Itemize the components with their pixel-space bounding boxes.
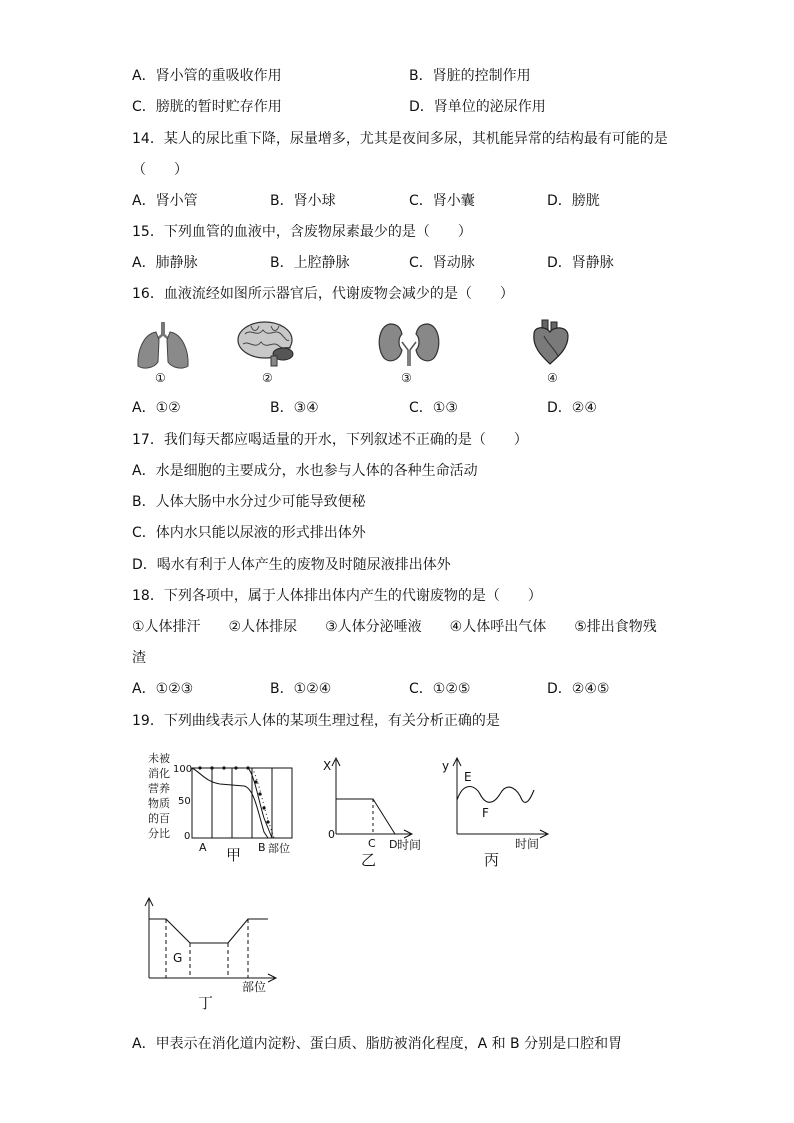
q16-option-a: A．①②	[132, 400, 181, 416]
graph-bing	[430, 752, 554, 870]
bing-xlabel: 时间	[515, 837, 540, 851]
jia-name: 甲	[226, 846, 242, 864]
q13-option-d: D．肾单位的泌尿作用	[409, 99, 546, 115]
q17-option-c: C．体内水只能以尿液的形式排出体外	[132, 525, 366, 541]
jia-ylabel-5: 分比	[148, 827, 170, 840]
yi-origin: 0	[328, 828, 335, 841]
jia-ylabel-3: 物质	[148, 797, 170, 810]
lungs-icon	[134, 320, 192, 372]
graph-jia	[140, 748, 310, 872]
q17-stem: 17．我们每天都应喝适量的开水，下列叙述不正确的是（ ）	[132, 432, 528, 448]
q17-option-d: D．喝水有利于人体产生的废物及时随尿液排出体外	[132, 557, 451, 573]
q13-option-c: C．膀胱的暂时贮存作用	[132, 99, 282, 115]
ding-name: 丁	[198, 994, 214, 1012]
q14-stem: 14．某人的尿比重下降，尿量增多，尤其是夜间多尿，其机能异常的结构最有可能的是	[132, 131, 668, 147]
bing-point-e: E	[464, 770, 472, 784]
q15-option-c: C．肾动脉	[409, 255, 475, 271]
bing-name: 丙	[484, 851, 500, 869]
q18-option-c: C．①②⑤	[409, 681, 471, 697]
ding-xlabel: 部位	[242, 980, 267, 994]
q18-items-line1: ①人体排汗 ②人体排尿 ③人体分泌唾液 ④人体呼出气体 ⑤排出食物残	[132, 619, 657, 635]
q16-stem: 16．血液流经如图所示器官后，代谢废物会减少的是（ ）	[132, 286, 514, 302]
yi-name: 乙	[361, 851, 377, 869]
q13-option-b: B．肾脏的控制作用	[409, 68, 531, 84]
jia-x-b: B	[258, 841, 266, 854]
q14-option-d: D．膀胱	[547, 193, 600, 209]
heart-icon	[526, 318, 576, 368]
yi-x-d: D	[389, 838, 398, 851]
jia-tick-0: 0	[184, 831, 191, 842]
q13-option-a: A．肾小管的重吸收作用	[132, 68, 282, 84]
graph-ding	[140, 892, 280, 1014]
jia-ylabel-0: 未被	[148, 752, 170, 765]
q18-option-d: D．②④⑤	[547, 681, 610, 697]
q15-option-b: B．上腔静脉	[270, 255, 350, 271]
jia-x-site: 部位	[268, 842, 290, 855]
q15-option-a: A．肺静脉	[132, 255, 198, 271]
q18-stem: 18．下列各项中，属于人体排出体内产生的代谢废物的是（ ）	[132, 588, 542, 604]
q14-option-a: A．肾小管	[132, 193, 198, 209]
jia-x-a: A	[199, 841, 207, 854]
q14-option-c: C．肾小囊	[409, 193, 475, 209]
organ-label-2: ②	[262, 371, 273, 385]
kidneys-icon	[376, 320, 442, 368]
yi-ylabel: X	[323, 759, 332, 773]
organ-label-1: ①	[155, 371, 166, 385]
q18-option-a: A．①②③	[132, 681, 194, 697]
q19-stem: 19．下列曲线表示人体的某项生理过程，有关分析正确的是	[132, 713, 500, 729]
q14-option-b: B．肾小球	[270, 193, 336, 209]
graph-yi	[320, 752, 430, 870]
q15-stem: 15．下列血管的血液中，含废物尿素最少的是（ ）	[132, 224, 472, 240]
q16-option-c: C．①③	[409, 400, 458, 416]
jia-ylabel-2: 营养	[148, 782, 170, 795]
q14-bracket: （ ）	[132, 162, 188, 178]
bing-ylabel: y	[442, 759, 450, 773]
q18-items-line2: 渣	[132, 650, 146, 666]
yi-x-c: C	[368, 837, 376, 850]
organ-label-3: ③	[401, 371, 412, 385]
q16-option-d: D．②④	[547, 400, 597, 416]
q16-option-b: B．③④	[270, 400, 319, 416]
q17-option-a: A．水是细胞的主要成分，水也参与人体的各种生命活动	[132, 463, 478, 479]
jia-ylabel-4: 的百	[148, 812, 170, 825]
jia-tick-100: 100	[173, 764, 193, 775]
q17-option-b: B．人体大肠中水分过少可能导致便秘	[132, 494, 366, 510]
jia-tick-50: 50	[178, 796, 191, 807]
q15-option-d: D．肾静脉	[547, 255, 614, 271]
yi-xlabel: 时间	[397, 838, 422, 852]
ding-point-g: G	[173, 951, 183, 965]
organ-label-4: ④	[547, 371, 558, 385]
q18-option-b: B．①②④	[270, 681, 332, 697]
jia-ylabel-1: 消化	[148, 767, 170, 780]
bing-point-f: F	[482, 806, 489, 820]
brain-icon	[237, 320, 297, 368]
q19-option-a: A．甲表示在消化道内淀粉、蛋白质、脂肪被消化程度，A 和 B 分别是口腔和胃	[132, 1036, 623, 1052]
